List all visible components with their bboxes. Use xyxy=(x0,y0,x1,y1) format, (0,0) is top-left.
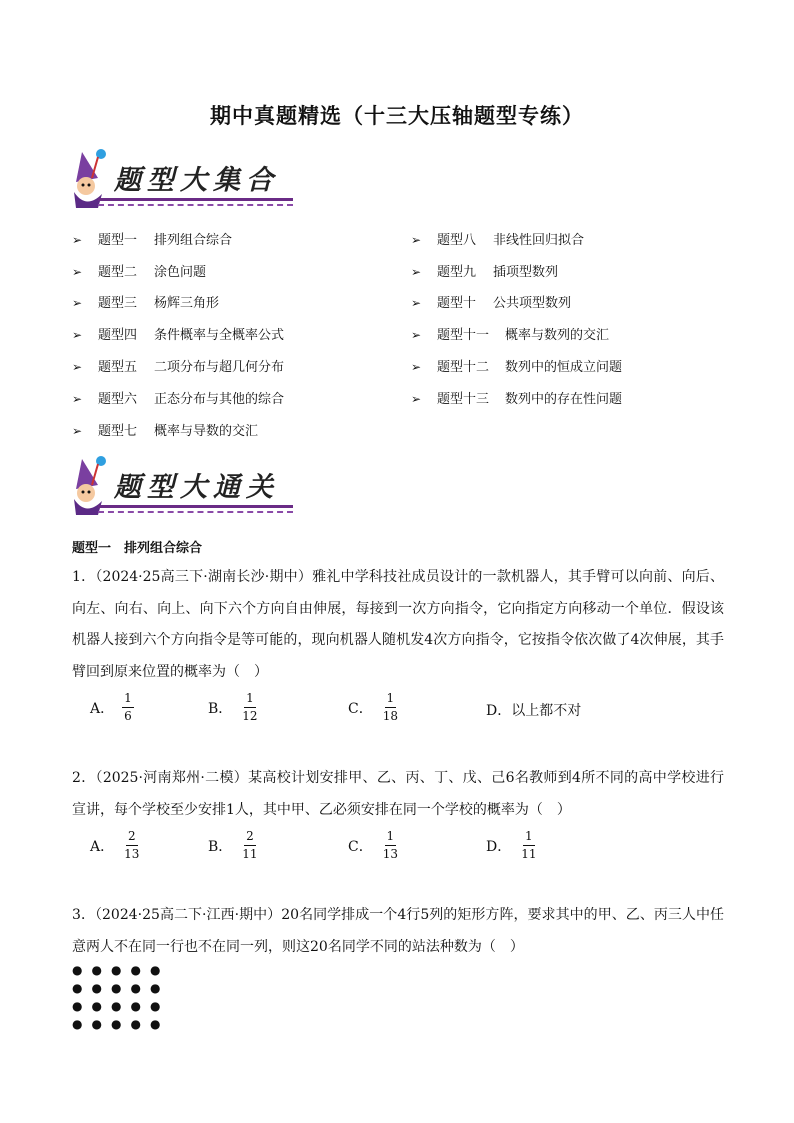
toc-item: ➢ 题型七 概率与导数的交汇 xyxy=(72,424,259,439)
dot: ● xyxy=(72,1017,83,1031)
toc-item: ➢ 题型十 公共项型数列 xyxy=(411,296,572,311)
dot: ● xyxy=(111,981,122,995)
banner-text: 题型大通关 xyxy=(114,472,279,503)
arrow-bullet-icon: ➢ xyxy=(72,392,83,406)
arrow-bullet-icon: ➢ xyxy=(72,328,83,342)
banner-text: 题型大集合 xyxy=(114,165,279,196)
toc-item: ➢ 题型九 插项型数列 xyxy=(411,265,559,280)
banner-dashed-line xyxy=(98,511,293,513)
dot: ● xyxy=(150,981,161,995)
question-1-option-d: D． 以上都不对 xyxy=(486,703,582,719)
toc-item: ➢ 题型八 非线性回归拟合 xyxy=(411,233,585,248)
toc-item: ➢ 题型十二 数列中的恒成立问题 xyxy=(411,360,623,375)
arrow-bullet-icon: ➢ xyxy=(72,296,83,310)
dot: ● xyxy=(91,981,102,995)
dot: ● xyxy=(91,963,102,977)
toc-item: ➢ 题型四 条件概率与全概率公式 xyxy=(72,328,285,343)
banner-dashed-line xyxy=(98,204,293,206)
banner-underline xyxy=(98,505,293,508)
dot: ● xyxy=(130,981,141,995)
toc-item: ➢ 题型十三 数列中的存在性问题 xyxy=(411,392,623,407)
section-heading: 题型一 排列组合综合 xyxy=(72,541,203,556)
dot: ● xyxy=(72,963,83,977)
arrow-bullet-icon: ➢ xyxy=(411,296,422,310)
dot: ● xyxy=(72,981,83,995)
question-1-stem: 1．（2024·25高三下·湖南长沙·期中）雅礼中学科技社成员设计的一款机器人，其手臂可以向前、向后、向左、向右、向上、向下六个方向自由伸展，每接到一次方向指令，它向指定方向移动一个单位．假设该机器人接到六个方向指令是等可能的，现向机器人随机发4次方向指令，它按指令依次做了4次伸展，其手臂回到原来位置的概率为（ ） xyxy=(72,569,724,680)
arrow-bullet-icon: ➢ xyxy=(72,360,83,374)
toc-item: ➢ 题型三 杨辉三角形 xyxy=(72,296,220,311)
dot: ● xyxy=(91,1017,102,1031)
toc-item: ➢ 题型二 涂色问题 xyxy=(72,265,207,280)
toc-item: ➢ 题型六 正态分布与其他的综合 xyxy=(72,392,285,407)
section-banner-practice xyxy=(68,455,293,521)
page-title: 期中真题精选（十三大压轴题型专练） xyxy=(210,104,584,128)
arrow-bullet-icon: ➢ xyxy=(411,392,422,406)
arrow-bullet-icon: ➢ xyxy=(411,233,422,247)
dot: ● xyxy=(130,999,141,1013)
toc-item: ➢ 题型五 二项分布与超几何分布 xyxy=(72,360,285,375)
arrow-bullet-icon: ➢ xyxy=(72,424,83,438)
question-1-option-c: C． $\frac{1}{18}$ xyxy=(348,691,398,723)
dot: ● xyxy=(111,963,122,977)
arrow-bullet-icon: ➢ xyxy=(411,328,422,342)
section-banner-collection xyxy=(68,148,293,214)
arrow-bullet-icon: ➢ xyxy=(411,265,422,279)
dot: ● xyxy=(91,999,102,1013)
dot: ● xyxy=(111,999,122,1013)
dot: ● xyxy=(72,999,83,1013)
dot: ● xyxy=(130,963,141,977)
question-1-option-a: A． $\frac{1}{6}$ xyxy=(90,691,132,723)
question-2-option-a: A． $\frac{2}{13}$ xyxy=(90,829,140,861)
toc-item: ➢ 题型十一 概率与数列的交汇 xyxy=(411,328,610,343)
banner-underline xyxy=(98,198,293,201)
dot: ● xyxy=(130,1017,141,1031)
question-3-stem: 3．（2024·25高二下·江西·期中）20名同学排成一个4行5列的矩形方阵，要求其中的甲、乙、丙三人中任意两人不在同一行也不在同一列，则这20名同学不同的站法种数为（ ） xyxy=(72,907,724,955)
question-2-stem: 2．（2025·河南郑州·二模）某高校计划安排甲、乙、丙、丁、戊、己6名教师到4所不同的高中学校进行宣讲，每个学校至少安排1人，其中甲、乙必须安排在同一个学校的概率为（ ） xyxy=(72,770,724,818)
question-2-option-b: B． $\frac{2}{11}$ xyxy=(208,829,258,861)
arrow-bullet-icon: ➢ xyxy=(72,265,83,279)
dot: ● xyxy=(111,1017,122,1031)
arrow-bullet-icon: ➢ xyxy=(72,233,83,247)
toc-item: ➢ 题型一 排列组合综合 xyxy=(72,233,233,248)
dot: ● xyxy=(150,963,161,977)
question-1-option-b: B． $\frac{1}{12}$ xyxy=(208,691,258,723)
dot: ● xyxy=(150,999,161,1013)
question-2-option-c: C． $\frac{1}{13}$ xyxy=(348,829,398,861)
dot: ● xyxy=(150,1017,161,1031)
question-2-option-d: D． $\frac{1}{11}$ xyxy=(486,829,537,861)
arrow-bullet-icon: ➢ xyxy=(411,360,422,374)
